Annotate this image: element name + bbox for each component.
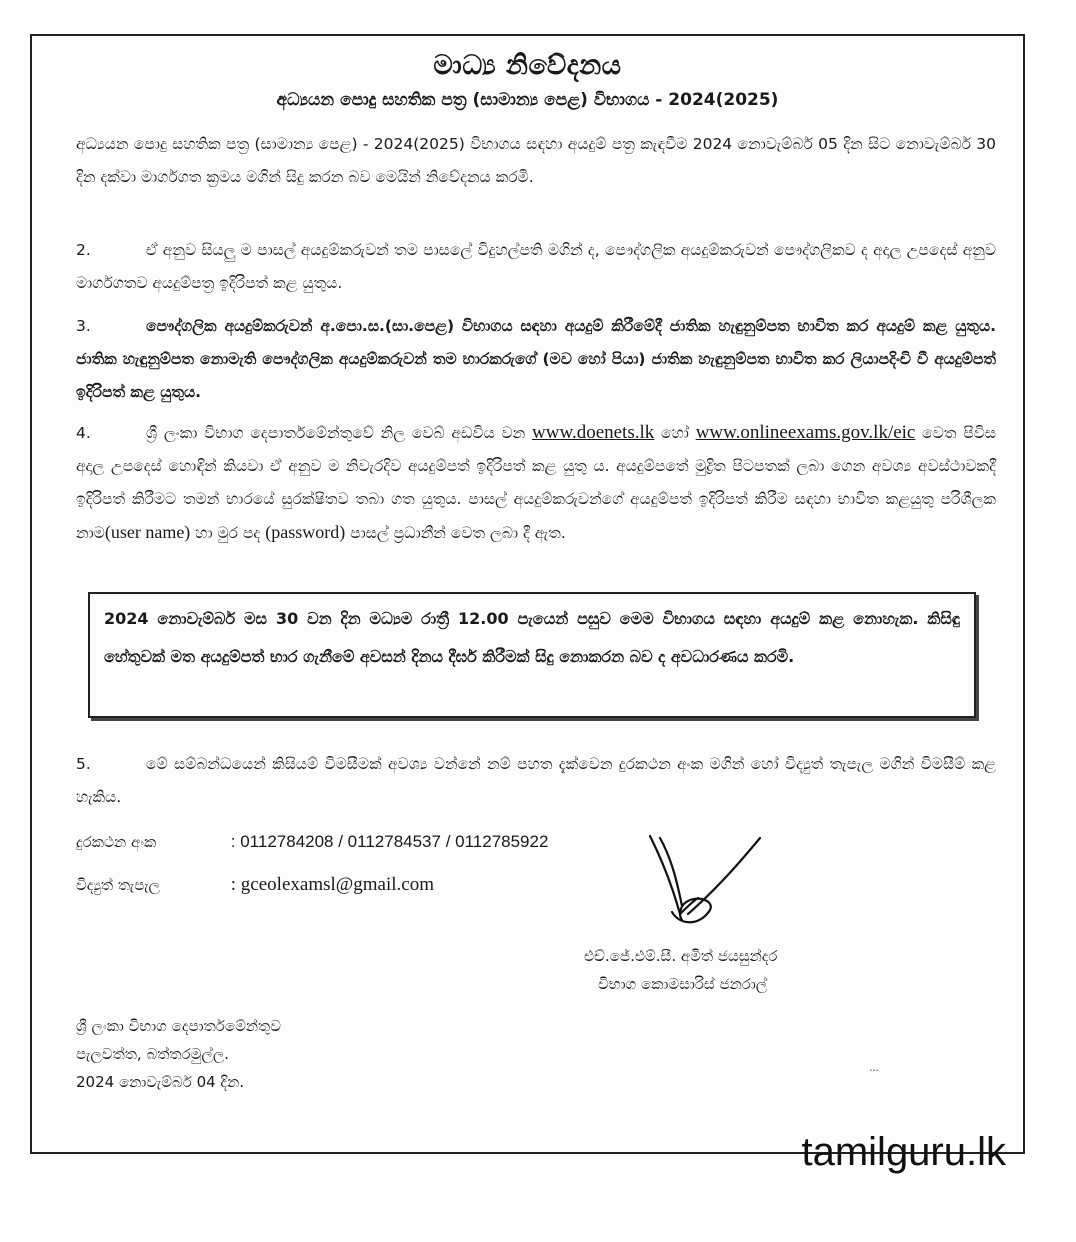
footer-department: ශ්‍රී ලංකා විභාග දෙපාර්තමේන්තුව (76, 1017, 282, 1035)
doenets-link[interactable]: www.doenets.lk (532, 422, 655, 443)
email-row (76, 874, 434, 896)
deadline-notice-box: 2024 නොවැම්බර් මස 30 වන දින මධ්‍යම රාත්‍රී 12.00 පැයෙන් පසුව මෙම විභාගය සඳහා අයදුම් කළ නොහැක. කිසිඳු හේතුවක් මත අයදුම්පත් භාර ගැනීමේ අවසන් දිනය දීර්ඝ කිරීමක් සිදු නොකරන බව ද අවධාරණය කරමි. (88, 592, 976, 718)
password-term: (password) (265, 522, 346, 542)
paragraph-5-number: 5. (76, 755, 91, 773)
email-address: : gceolexamsl@gmail.com (230, 874, 435, 895)
signatory-name: එච්.ජේ.එම්.සී. අමිත් ජයසුන්දර (584, 947, 778, 965)
username-term: (user name) (104, 522, 191, 542)
paragraph-5-text: මේ සම්බන්ධයෙන් කිසියම් විමසීමක් අවශ්‍ය වන්නේ නම් පහත දැක්වෙන දුරකථන අංක මගින් හෝ විද්‍යුත් තැපැල මගින් විමසීම් කළ හැකිය. (76, 755, 996, 806)
phone-label: දුරකථන අංක (76, 833, 157, 851)
file-reference-mark: • • • (870, 1068, 879, 1074)
site-watermark: tamilguru.lk (801, 1130, 1006, 1174)
paragraph-5 (76, 748, 996, 814)
footer-address: පැලවත්ත, බත්තරමුල්ල. (76, 1045, 230, 1063)
footer-date: 2024 නොවැම්බර් 04 දින. (76, 1073, 245, 1091)
paragraph-2 (76, 234, 996, 300)
paragraph-4-text-a: ශ්‍රී ලංකා විභාග දෙපාර්තමේන්තුවේ නිල වෙබ් අඩවිය වන (146, 424, 526, 442)
paragraph-1: අධ්‍යයන පොදු සහතික පත්‍ර (සාමාන්‍ය පෙළ) - 2024(2025) විභාගය සඳහා අයදුම් පත්‍ර කැඳවීම 2024 නොවැම්බර් 05 දින සිට නොවැම්බර් 30 දින දක්වා මාර්ගගත ක්‍රමය මගින් සිදු කරන බව මෙයින් නිවේදනය කරමි. (76, 135, 996, 186)
handwritten-signature (620, 826, 770, 936)
phone-numbers: : 0112784208 / 0112784537 / 0112785922 (230, 832, 549, 851)
paragraph-3-number: 3. (76, 317, 91, 335)
paragraph-2-number: 2. (76, 241, 91, 259)
document-title: මාධ්‍ය නිවේදනය (433, 50, 622, 81)
press-release-document (30, 34, 1025, 1154)
email-label: විද්‍යුත් තැපැල (76, 876, 160, 894)
signatory-block (584, 942, 777, 998)
paragraph-3 (76, 310, 996, 409)
onlineexams-link[interactable]: www.onlineexams.gov.lk/eic (695, 422, 916, 443)
paragraph-3-text: පෞද්ගලික අයදුම්කරුවන් අ.පො.ස.(සා.පෙළ) විභාගය සඳහා අයදුම් කිරීමේදී ජාතික හැඳුනුම්පත භාවිත කර අයදුම් කළ යුතුය. ජාතික හැඳුනුම්පත නොමැති පෞද්ගලික අයදුම්කරුවන් තම භාරකරුගේ (මව හෝ පියා) ජාතික හැඳුනුම්පත භාවිත කර ලියාපදිංචි වී අයදුම්පත් ඉදිරිපත් කළ යුතුය. (76, 317, 996, 401)
paragraph-4-text-d: හා මුර පද (195, 524, 261, 542)
paragraph-4-text-b: හෝ (661, 424, 689, 442)
phone-row (76, 832, 548, 852)
paragraph-4-number: 4. (76, 424, 91, 442)
issuer-footer (76, 1012, 281, 1096)
paragraph-4-text-c: වෙත පිවිස අදාල උපදෙස් හොඳින් කියවා ඒ අනුව ම නිවැරදිව අයදුම්පත් ඉදිරිපත් කළ යුතු ය. අයදුම්පතේ මුද්‍රිත පිටපතක් ලබා ගෙන අවශ්‍ය අවස්ථාවකදී ඉදිරිපත් කිරීමට තමන් භාරයේ සුරක්ෂිතව තබා ගත යුතුය. පාසල් අයදුම්කරුවන්ගේ අයදුම්පත් ඉදිරිපත් කිරීම සඳහා භාවිත කළයුතු පරිශීලක නාම (76, 424, 996, 542)
paragraph-2-text: ඒ අනුව සියලු ම පාසල් අයදුම්කරුවන් තම පාසලේ විදුහල්පති මගින් ද, පෞද්ගලික අයදුම්කරුවන් පෞද්ගලිකව ද අදාල උපදෙස් අනුව මාර්ගගතව අයදුම්පත්‍ර ඉදිරිපත් කළ යුතුය. (76, 241, 996, 292)
paragraph-4-text-e: පාසල් ප්‍රධානීන් වෙත ලබා දී ඇත. (350, 524, 566, 542)
paragraph-4 (76, 416, 996, 550)
document-subtitle: අධ්‍යයන පොදු සහතික පත්‍ර (සාමාන්‍ය පෙළ) විභාගය - 2024(2025) (276, 90, 779, 110)
signatory-title: විභාග කොමසාරිස් ජනරාල් (598, 975, 768, 993)
